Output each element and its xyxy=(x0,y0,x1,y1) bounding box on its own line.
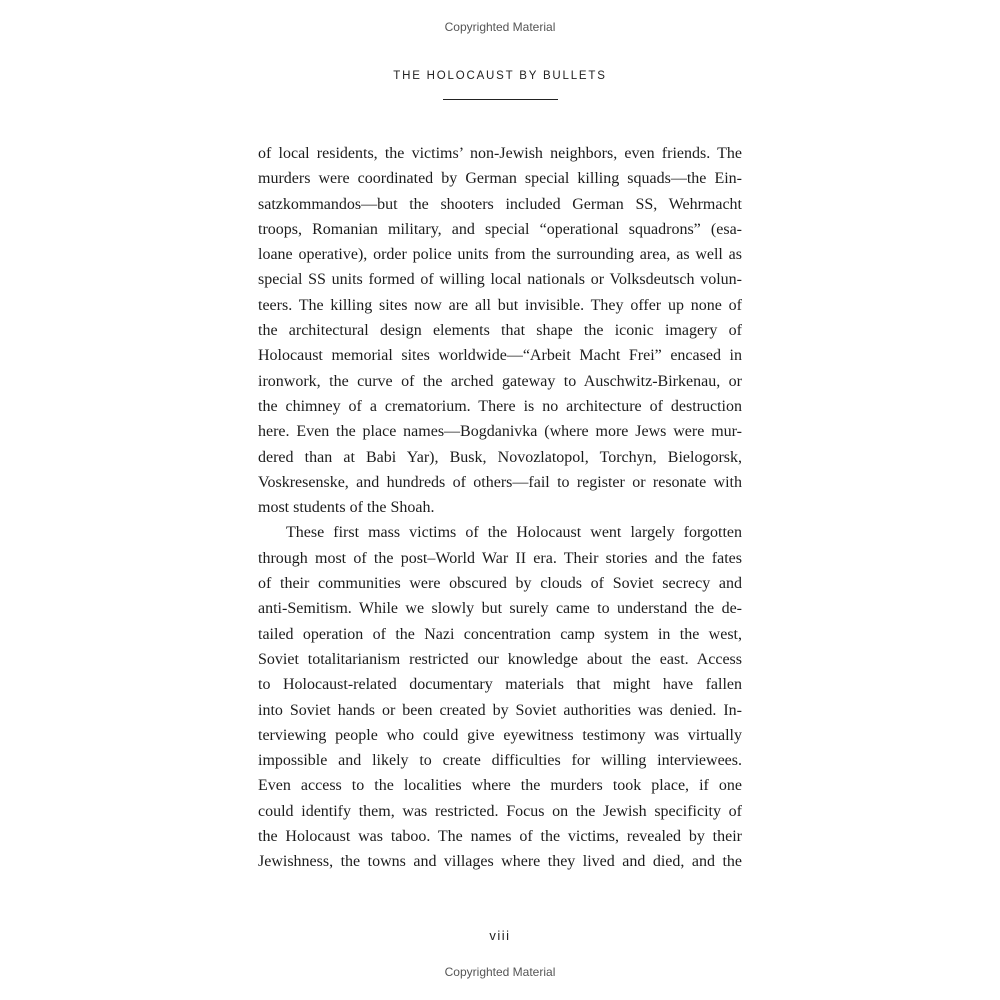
paragraph-1-line-3: satzkommandos—but the shooters included German SS, Wehrmacht xyxy=(258,195,742,213)
paragraph-1-line-14: Voskresenske, and hundreds of others—fail to register or resonate with xyxy=(258,473,742,491)
paragraph-1-line-8: the architectural design elements that shape the iconic imagery of xyxy=(258,322,742,340)
copyright-watermark-bottom: Copyrighted Material xyxy=(444,965,556,979)
paragraph-1-line-6: special SS units formed of willing local nationals or Volksdeutsch volun- xyxy=(258,271,742,289)
paragraph-1-line-9: Holocaust memorial sites worldwide—“Arbeit Macht Frei” encased in xyxy=(258,347,742,365)
paragraph-1-line-13: dered than at Babi Yar), Busk, Novozlatopol, Torchyn, Bielogorsk, xyxy=(258,448,742,466)
paragraph-1-line-2: murders were coordinated by German special killing squads—the Ein- xyxy=(258,170,742,188)
running-head-rule xyxy=(443,99,558,100)
paragraph-2-line-12: could identify them, was restricted. Focus on the Jewish specificity of xyxy=(258,802,742,820)
paragraph-2-line-1: These first mass victims of the Holocaust went largely forgotten xyxy=(286,524,742,542)
page-number: viii xyxy=(489,928,511,943)
paragraph-2-line-10: impossible and likely to create difficulties for willing interviewees. xyxy=(258,752,742,770)
paragraph-2-line-5: tailed operation of the Nazi concentration camp system in the west, xyxy=(258,625,742,643)
paragraph-2-line-4: anti-Semitism. While we slowly but surely came to understand the de- xyxy=(258,600,742,618)
running-head: THE HOLOCAUST BY BULLETS xyxy=(393,70,607,82)
paragraph-2-line-7: to Holocaust-related documentary materials that might have fallen xyxy=(258,676,742,694)
copyright-watermark-top: Copyrighted Material xyxy=(444,20,556,34)
paragraph-2-line-14: Jewishness, the towns and villages where they lived and died, and the xyxy=(258,853,742,871)
paragraph-1-line-10: ironwork, the curve of the arched gateway to Auschwitz-Birkenau, or xyxy=(258,372,742,390)
paragraph-1-line-11: the chimney of a crematorium. There is no architecture of destruction xyxy=(258,397,742,415)
paragraph-1-line-7: teers. The killing sites now are all but invisible. They offer up none of xyxy=(258,296,742,314)
paragraph-2-line-2: through most of the post–World War II era. Their stories and the fates xyxy=(258,549,742,567)
paragraph-1-line-1: of local residents, the victims’ non-Jewish neighbors, even friends. The xyxy=(258,145,742,162)
paragraph-2-line-9: terviewing people who could give eyewitness testimony was virtually xyxy=(258,726,742,744)
paragraph-1-line-15: most students of the Shoah. xyxy=(258,499,435,517)
paragraph-2-line-11: Even access to the localities where the murders took place, if one xyxy=(258,777,742,795)
paragraph-1-line-5: loane operative), order police units from the surrounding area, as well as xyxy=(258,246,742,264)
paragraph-2-line-3: of their communities were obscured by clouds of Soviet secrecy and xyxy=(258,575,742,593)
paragraph-2-line-6: Soviet totalitarianism restricted our knowledge about the east. Access xyxy=(258,650,742,668)
paragraph-1-line-4: troops, Romanian military, and special “operational squadrons” (esa- xyxy=(258,220,742,238)
paragraph-2-line-8: into Soviet hands or been created by Soviet authorities was denied. In- xyxy=(258,701,742,719)
paragraph-1-line-12: here. Even the place names—Bogdanivka (where more Jews were mur- xyxy=(258,423,742,441)
paragraph-2-line-13: the Holocaust was taboo. The names of the victims, revealed by their xyxy=(258,828,742,846)
body-text xyxy=(258,141,742,875)
